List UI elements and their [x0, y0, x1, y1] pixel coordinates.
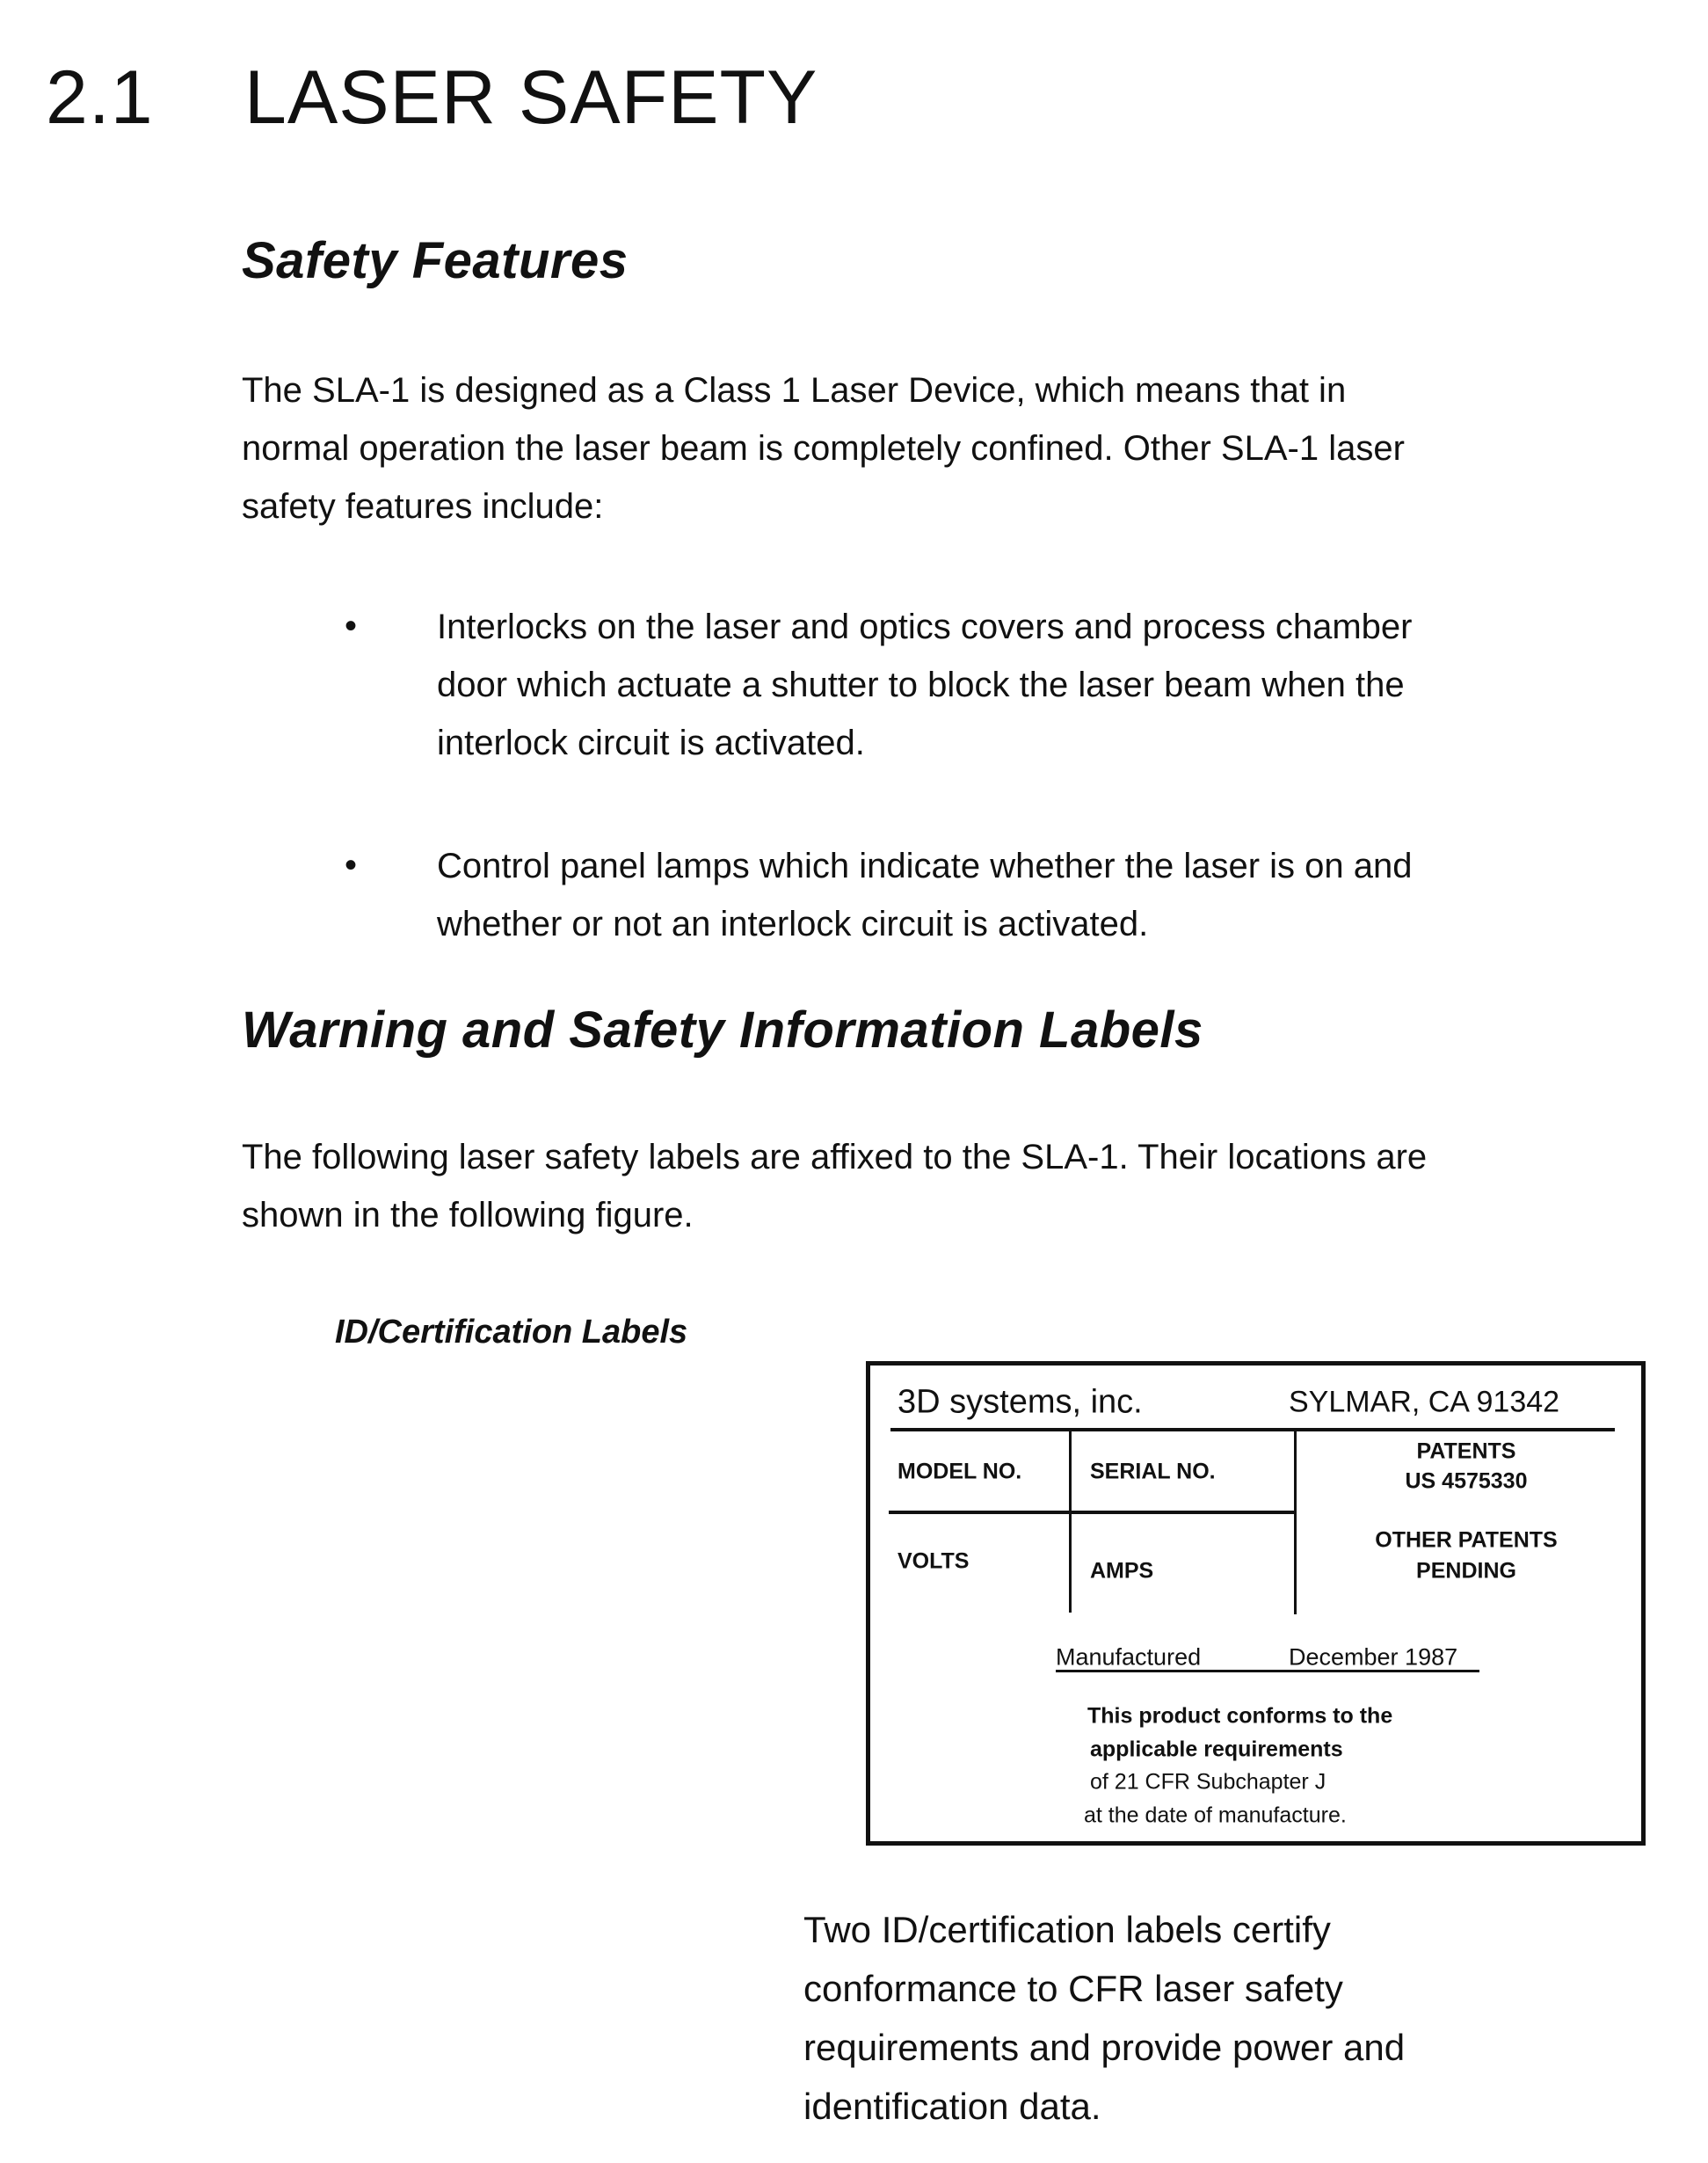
text-line: requirements and provide power and — [803, 2018, 1405, 2077]
company-name: 3D systems, inc. — [898, 1384, 1143, 1422]
id-certification-label — [866, 1361, 1646, 1846]
warning-labels-intro — [242, 1128, 1427, 1244]
divider — [890, 1428, 1615, 1431]
conformance-line: applicable requirements — [1090, 1737, 1343, 1763]
section-title: LASER SAFETY — [244, 60, 818, 135]
patents-title: PATENTS — [1417, 1439, 1516, 1465]
text-line: interlock circuit is activated. — [437, 714, 1412, 772]
warning-labels-heading: Warning and Safety Information Labels — [242, 1005, 1203, 1056]
patents-pending: PENDING — [1416, 1559, 1516, 1584]
bullet-item — [437, 837, 1413, 953]
safety-features-heading: Safety Features — [242, 236, 628, 287]
conformance-line: This product conforms to the — [1087, 1704, 1392, 1730]
text-line: Interlocks on the laser and optics covers and process chamber — [437, 598, 1412, 656]
text-line: conformance to CFR laser safety — [803, 1959, 1405, 2018]
manufactured-label: Manufactured — [1056, 1644, 1201, 1671]
bullet-icon: • — [345, 607, 357, 646]
safety-features-intro — [242, 361, 1405, 535]
text-line: The following laser safety labels are affixed to the SLA-1. Their locations are — [242, 1128, 1427, 1186]
other-patents: OTHER PATENTS — [1375, 1528, 1557, 1554]
id-certification-subheading: ID/Certification Labels — [335, 1314, 687, 1351]
text-line: door which actuate a shutter to block the laser beam when the — [437, 656, 1412, 714]
text-line: Two ID/certification labels certify — [803, 1900, 1405, 1959]
text-line: safety features include: — [242, 477, 1405, 535]
conformance-line: at the date of manufacture. — [1084, 1803, 1347, 1829]
manufacture-date: December 1987 — [1289, 1644, 1457, 1671]
text-line: The SLA-1 is designed as a Class 1 Laser Device, which means that in — [242, 361, 1405, 419]
model-no-field: MODEL NO. — [898, 1460, 1021, 1485]
divider — [889, 1511, 1295, 1514]
volts-field: VOLTS — [898, 1549, 969, 1575]
bullet-item — [437, 598, 1412, 772]
text-line: Control panel lamps which indicate whether the laser is on and — [437, 837, 1413, 895]
section-number: 2.1 — [46, 60, 154, 135]
underline — [1056, 1670, 1479, 1672]
conformance-line: of 21 CFR Subchapter J — [1090, 1770, 1326, 1795]
divider — [1069, 1431, 1072, 1613]
text-line: shown in the following figure. — [242, 1186, 1427, 1244]
text-line: whether or not an interlock circuit is activated. — [437, 895, 1413, 953]
divider — [1294, 1431, 1297, 1614]
label-caption — [803, 1900, 1405, 2136]
company-location: SYLMAR, CA 91342 — [1289, 1386, 1559, 1420]
patent-number: US 4575330 — [1405, 1469, 1527, 1495]
text-line: identification data. — [803, 2077, 1405, 2136]
serial-no-field: SERIAL NO. — [1090, 1460, 1216, 1485]
bullet-icon: • — [345, 846, 357, 885]
text-line: normal operation the laser beam is completely confined. Other SLA-1 laser — [242, 419, 1405, 477]
amps-field: AMPS — [1090, 1559, 1153, 1584]
